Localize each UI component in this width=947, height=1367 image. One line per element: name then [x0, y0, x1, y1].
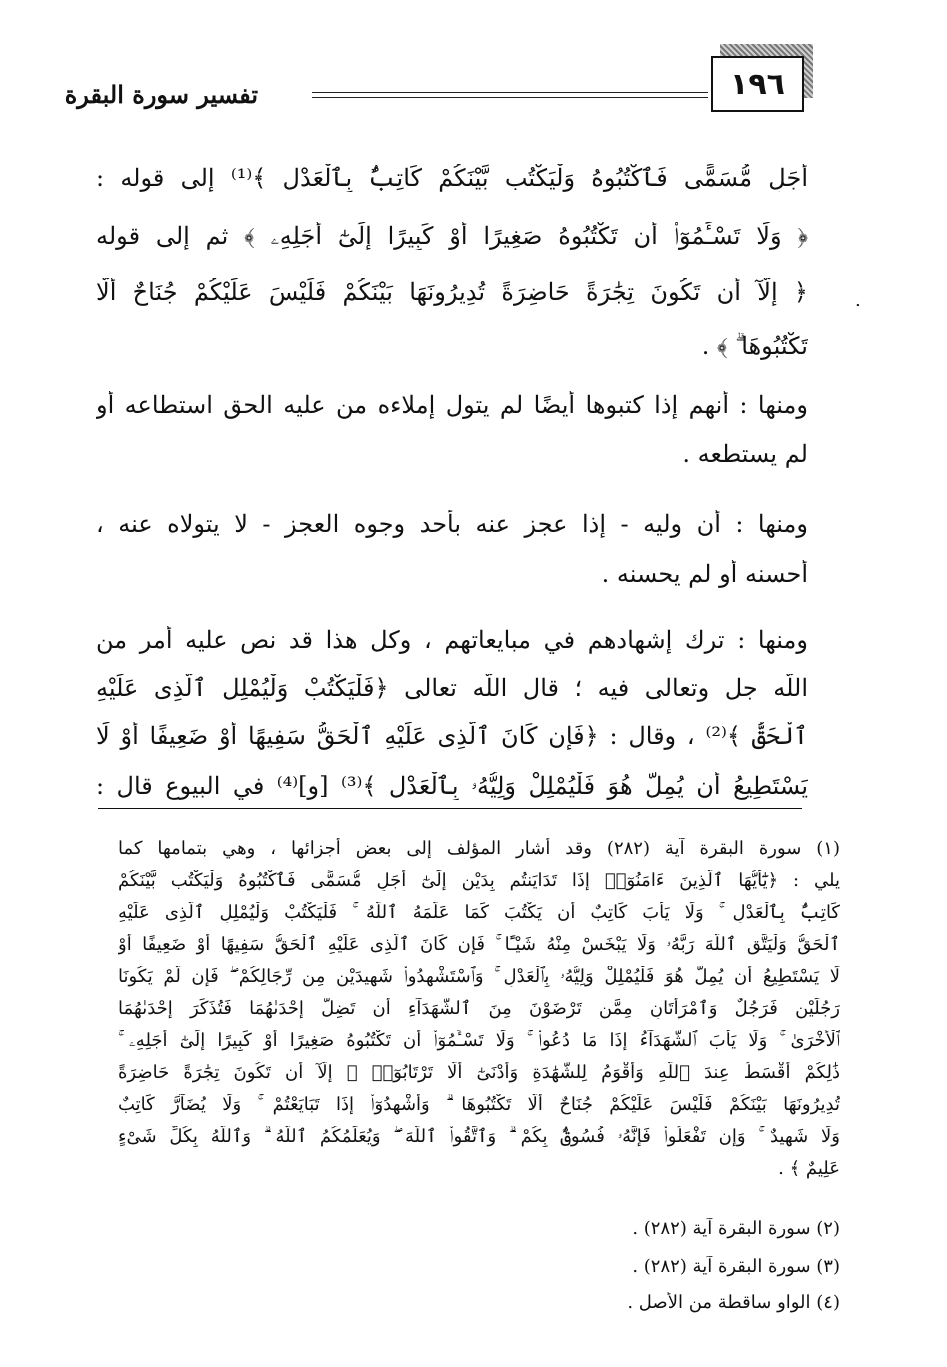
body-line: ﴿ وَلَا تَسْـَٔمُوٓا۟ أَن تَكْتُبُوهُ صَغِيرًا أَوْ كَبِيرًا إِلَىٰٓ أَجَلِهِۦ ﴾ ثم إلى قوله	[96, 222, 808, 250]
header-rule	[312, 92, 708, 93]
footnote-line: تُدِيرُونَهَا بَيْنَكُمْ فَلَيْسَ عَلَيْكُمْ جُنَاحٌ أَلَّا تَكْتُبُوهَا ۗ وَأَشْهِدُوٓا۟ إِذَا تَبَايَعْتُمْ ۚ وَلَا يُضَآرَّ كَاتِبٌ	[118, 1094, 840, 1115]
body-line: اللّه جل وتعالى فيه ؛ قال اللّه تعالى ﴿فَلْيَكْتُبْ وَلْيُمْلِلِ ٱلَّذِى عَلَيْهِ	[96, 674, 808, 702]
header-rule	[312, 97, 708, 98]
footnote-line: (٤) الواو ساقطة من الأصل .	[627, 1292, 840, 1313]
body-line: تَكْتُبُوهَا ۗ ﴾ .	[701, 332, 808, 360]
footnote-line: (٣) سورة البقرة آية (٢٨٢) .	[632, 1256, 840, 1277]
footnote-line: كَاتِبٌۢ بِٱلْعَدْلِ ۚ وَلَا يَأْبَ كَاتِبٌ أَن يَكْتُبَ كَمَا عَلَّمَهُ ٱللَّهُ ۚ فَلْيَكْتُبْ وَلْيُمْلِلِ ٱلَّذِى عَلَيْهِ	[118, 902, 840, 923]
body-line: ومنها : أنهم إذا كتبوها أيضًا لم يتول إملاءه من عليه الحق استطاعه أو	[96, 391, 808, 419]
body-line: أحسنه أو لم يحسنه .	[601, 560, 808, 588]
page-number: ١٩٦	[730, 66, 785, 102]
footnote-line: عَلِيمٌ ﴾ .	[778, 1158, 840, 1179]
body-line: ومنها : ترك إشهادهم في مبايعاتهم ، وكل هذا قد نص عليه أمر من	[96, 626, 808, 654]
footnote-line: وَلَا شَهِيدٌ ۚ وَإِن تَفْعَلُوا۟ فَإِنَّهُۥ فُسُوقٌۢ بِكُمْ ۗ وَٱتَّقُوا۟ ٱللَّهَ ۖ وَيُعَلِّمُكُمُ ٱللَّهُ ۗ وَٱللَّهُ بِكُلِّ شَىْءٍ	[118, 1126, 840, 1147]
footnote-line: ٱلْحَقُّ وَلْيَتَّقِ ٱللَّهَ رَبَّهُۥ وَلَا يَبْخَسْ مِنْهُ شَيْـًٔا ۚ فَإِن كَانَ ٱلَّذِى عَلَيْهِ ٱلْحَقُّ سَفِيهًا أَوْ ضَعِيفًا أَوْ	[118, 934, 840, 955]
body-line: ٱلْحَقُّ ﴾⁽²⁾ ، وقال : ﴿فَإِن كَانَ ٱلَّذِى عَلَيْهِ ٱلْحَقُّ سَفِيهًا أَوْ ضَعِيفًا أَوْ لَا	[96, 722, 808, 750]
body-line: أَجَلٍ مُّسَمًّى فَٱكْتُبُوهُ وَلْيَكْتُب بَّيْنَكُمْ كَاتِبٌۢ بِٱلْعَدْلِ ﴾⁽¹⁾ إلى قوله :	[96, 164, 808, 192]
body-line: ﴿ إِلَّآ أَن تَكُونَ تِجَٰرَةً حَاضِرَةً تُدِيرُونَهَا بَيْنَكُمْ فَلَيْسَ عَلَيْكُمْ جُنَاحٌ أَلَّا	[96, 278, 808, 306]
footnote-line: ذَٰلِكُمْ أَقْسَطُ عِندَ ٱللَّهِ وَأَقْوَمُ لِلشَّهَٰدَةِ وَأَدْنَىٰٓ أَلَّا تَرْتَابُوٓا۟ ۖ إِلَّآ أَن تَكُونَ تِجَٰرَةً حَاضِرَةً	[118, 1062, 840, 1083]
margin-mark: .	[855, 290, 861, 311]
page-number-box	[711, 56, 804, 112]
footnote-line: (٢) سورة البقرة آية (٢٨٢) .	[632, 1218, 840, 1239]
footnote-line: يلي : ﴿يَٰٓأَيُّهَا ٱلَّذِينَ ءَامَنُوٓا۟ إِذَا تَدَايَنتُم بِدَيْنٍ إِلَىٰٓ أَجَلٍ مُّسَمًّى فَٱكْتُبُوهُ وَلْيَكْتُب بَّيْنَكُمْ	[118, 870, 840, 891]
body-line: ومنها : أن وليه - إذا عجز عنه بأحد وجوه العجز - لا يتولاه عنه ،	[96, 510, 808, 538]
footnote-line: لَا يَسْتَطِيعُ أَن يُمِلَّ هُوَ فَلْيُمْلِلْ وَلِيُّهُۥ بِٱلْعَدْلِ ۚ وَٱسْتَشْهِدُوا۟ شَهِيدَيْنِ مِن رِّجَالِكُمْ ۖ فَإِن لَّمْ يَكُونَا	[118, 966, 840, 987]
footnote-separator	[98, 808, 802, 809]
body-line: لم يستطعه .	[682, 440, 808, 468]
body-line: يَسْتَطِيعُ أَن يُمِلَّ هُوَ فَلْيُمْلِلْ وَلِيُّهُۥ بِٱلْعَدْلِ ﴾⁽³⁾ [و]⁽⁴⁾ في البيوع قال :	[96, 772, 808, 800]
footnote-line: (١) سورة البقرة آية (٢٨٢) وقد أشار المؤلف إلى بعض أجزائها ، وهي بتمامها كما	[118, 838, 840, 859]
footnote-line: ٱلْأُخْرَىٰ ۚ وَلَا يَأْبَ ٱلشُّهَدَآءُ إِذَا مَا دُعُوا۟ ۚ وَلَا تَسْـَٔمُوٓا۟ أَن تَكْتُبُوهُ صَغِيرًا أَوْ كَبِيرًا إِلَىٰٓ أَجَلِهِۦ ۚ	[118, 1030, 840, 1051]
running-title: تفسير سورة البقرة	[64, 80, 258, 109]
footnote-line: رَجُلَيْنِ فَرَجُلٌ وَٱمْرَأَتَانِ مِمَّن تَرْضَوْنَ مِنَ ٱلشُّهَدَآءِ أَن تَضِلَّ إِحْدَىٰهُمَا فَتُذَكِّرَ إِحْدَىٰهُمَا	[118, 998, 840, 1019]
